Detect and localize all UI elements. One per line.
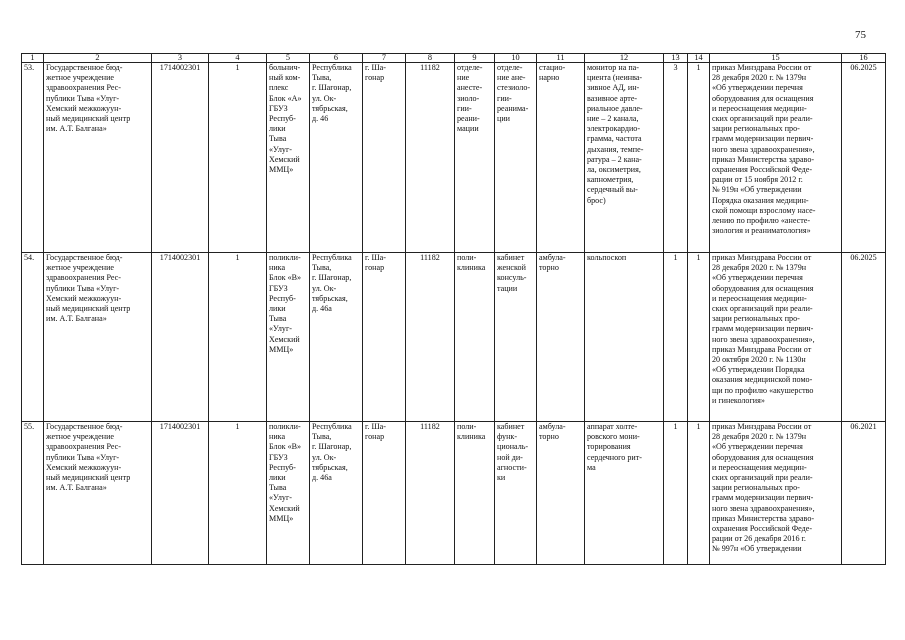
unit-cell: отделе- ние ане- стезиоло- гии- реанима- ции <box>495 63 537 253</box>
column-header: 9 <box>455 54 495 63</box>
organization-cell: Государственное бюд- жетное учреждение здравоохранения Рес- публики Тыва «Улуг- Хемский межкожуун- ный медицинский центр им. А.Т. Балгана» <box>44 422 152 565</box>
row-number: 54. <box>22 253 44 422</box>
header-row <box>22 54 886 63</box>
equipment-cell: кольпоскоп <box>585 253 664 422</box>
basis-cell: приказ Минздрава России от 28 декабря 2020 г. № 1379н «Об утверждении перечня оборудования для оснащения и переоснащения медицин- ских организаций при реали- зации региональных про- грамм модернизации первич- ного звена здравоохранения», приказ Министерства здраво- охранения Российской Феде- рации от 26 декабря 2016 г. № 997н «Об утверждении <box>710 422 842 565</box>
col4-cell: 1 <box>209 63 267 253</box>
column-header: 8 <box>406 54 455 63</box>
code-cell: 1714002301 <box>152 422 209 565</box>
basis-cell: приказ Минздрава России от 28 декабря 2020 г. № 1379н «Об утверждении перечня оборудования для оснащения и переоснащения медицин- ских организаций при реали- зации региональных про- грамм модернизации первич- ного звена здравоохранения», приказ Минздрава России от 20 октября 2020 г. № 1130н «Об утверждении Порядка оказания медицинской помо- щи по профилю «акушерство и гинекология» <box>710 253 842 422</box>
address-cell: Республика Тыва, г. Шагонар, ул. Ок- тябрьская, д. 46а <box>310 253 363 422</box>
unit-cell: кабинет функ- циональ- ной ди- агности- ки <box>495 422 537 565</box>
col8-cell: 11182 <box>406 253 455 422</box>
column-header: 3 <box>152 54 209 63</box>
column-header: 10 <box>495 54 537 63</box>
column-header: 14 <box>688 54 710 63</box>
table-row <box>22 253 886 422</box>
date-cell: 06.2025 <box>842 63 886 253</box>
care-type-cell: амбула- торно <box>537 253 585 422</box>
column-header: 11 <box>537 54 585 63</box>
col8-cell: 11182 <box>406 63 455 253</box>
city-cell: г. Ша- гонар <box>363 422 406 565</box>
department-cell: отделе- ние анесте- зиоло- гии- реани- мации <box>455 63 495 253</box>
column-header: 15 <box>710 54 842 63</box>
row-number: 53. <box>22 63 44 253</box>
organization-cell: Государственное бюд- жетное учреждение здравоохранения Рес- публики Тыва «Улуг- Хемский межкожуун- ный медицинский центр им. А.Т. Балгана» <box>44 63 152 253</box>
equipment-cell: монитор на па- циента (неинва- зивное АД, ин- вазивное арте- риальное давле- ние – 2 канала, электрокардио- грамма, частота дыхания, темпе- ратура – 2 кана- ла, оксиметрия, капнометрия, сердечный вы- брос) <box>585 63 664 253</box>
column-header: 4 <box>209 54 267 63</box>
page-number: 75 <box>855 29 866 41</box>
equipment-table <box>21 53 886 565</box>
address-cell: Республика Тыва, г. Шагонар, ул. Ок- тябрьская, д. 46а <box>310 422 363 565</box>
date-cell: 06.2021 <box>842 422 886 565</box>
table-row <box>22 422 886 565</box>
city-cell: г. Ша- гонар <box>363 63 406 253</box>
col13-cell: 1 <box>664 422 688 565</box>
organization-cell: Государственное бюд- жетное учреждение здравоохранения Рес- публики Тыва «Улуг- Хемский межкожуун- ный медицинский центр им. А.Т. Балгана» <box>44 253 152 422</box>
address-cell: Республика Тыва, г. Шагонар, ул. Ок- тябрьская, д. 46 <box>310 63 363 253</box>
col13-cell: 1 <box>664 253 688 422</box>
column-header: 2 <box>44 54 152 63</box>
care-type-cell: стацио- нарно <box>537 63 585 253</box>
column-header: 1 <box>22 54 44 63</box>
code-cell: 1714002301 <box>152 253 209 422</box>
city-cell: г. Ша- гонар <box>363 253 406 422</box>
column-header: 16 <box>842 54 886 63</box>
column-header: 12 <box>585 54 664 63</box>
col13-cell: 3 <box>664 63 688 253</box>
col4-cell: 1 <box>209 422 267 565</box>
building-cell: поликли- ника Блок «В» ГБУЗ Респуб- лики Тыва «Улуг- Хемский ММЦ» <box>267 253 310 422</box>
column-header: 5 <box>267 54 310 63</box>
department-cell: поли- клиника <box>455 253 495 422</box>
building-cell: поликли- ника Блок «В» ГБУЗ Респуб- лики Тыва «Улуг- Хемский ММЦ» <box>267 422 310 565</box>
equipment-cell: аппарат холте- ровского мони- торирования сердечного рит- ма <box>585 422 664 565</box>
column-header: 13 <box>664 54 688 63</box>
row-number: 55. <box>22 422 44 565</box>
care-type-cell: амбула- торно <box>537 422 585 565</box>
col14-cell: 1 <box>688 422 710 565</box>
code-cell: 1714002301 <box>152 63 209 253</box>
col8-cell: 11182 <box>406 422 455 565</box>
table-row <box>22 63 886 253</box>
col4-cell: 1 <box>209 253 267 422</box>
basis-cell: приказ Минздрава России от 28 декабря 2020 г. № 1379н «Об утверждении перечня оборудования для оснащения и переоснащения медицин- ских организаций при реали- зации региональных про- грамм модернизации первич- ного звена здравоохранения», приказ Министерства здраво- охранения Российской Феде- рации от 15 ноября 2012 г. № 919н «Об утверждении Порядка оказания медицин- ской помощи взрослому насе- лению по профилю «анесте- зиология и реаниматология» <box>710 63 842 253</box>
col14-cell: 1 <box>688 63 710 253</box>
building-cell: больнич- ный ком- плекс Блок «А» ГБУЗ Респуб- лики Тыва «Улуг- Хемский ММЦ» <box>267 63 310 253</box>
col14-cell: 1 <box>688 253 710 422</box>
unit-cell: кабинет женской консуль- тации <box>495 253 537 422</box>
date-cell: 06.2025 <box>842 253 886 422</box>
department-cell: поли- клиника <box>455 422 495 565</box>
column-header: 6 <box>310 54 363 63</box>
column-header: 7 <box>363 54 406 63</box>
